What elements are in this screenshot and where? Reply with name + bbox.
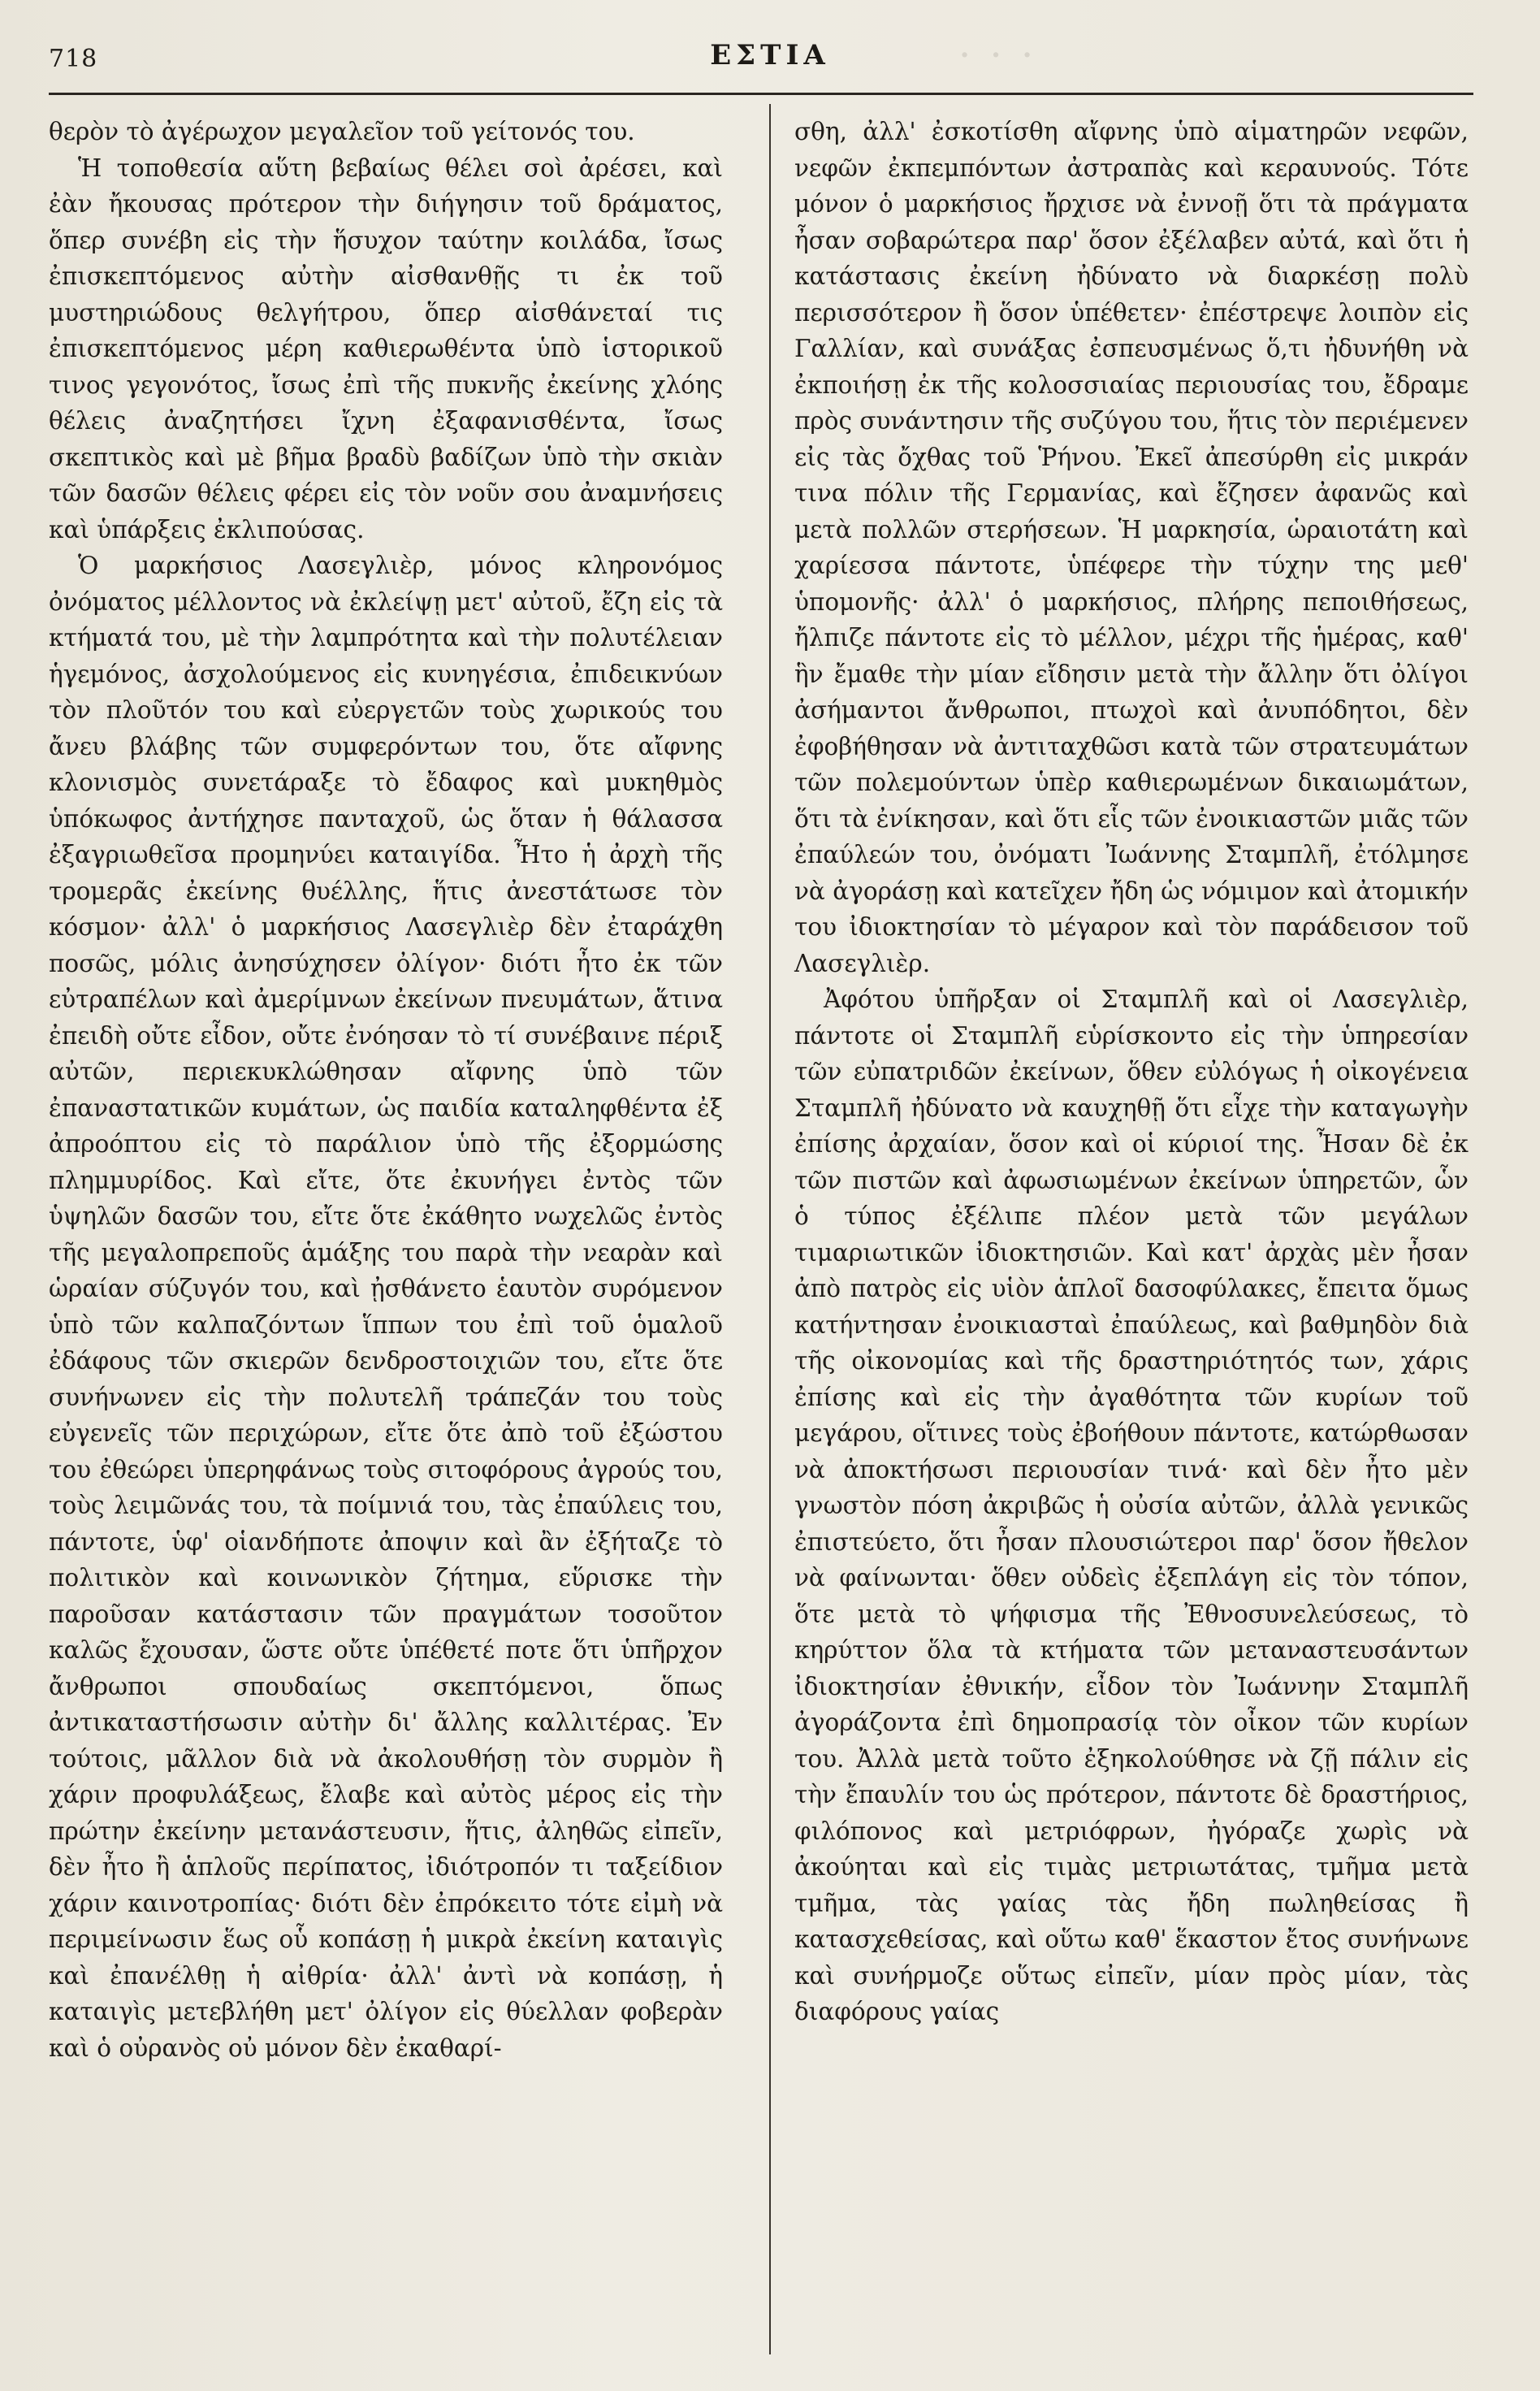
left-column	[49, 114, 723, 2066]
right-column	[794, 114, 1469, 2030]
column-divider	[769, 104, 771, 2354]
paragraph: Ἡ τοποθεσία αὕτη βεβαίως θέλει σοὶ ἀρέσει, καὶ ἐὰν ἤκουσας πρότερον τὴν διήγησιν τοῦ δράματος, ὅπερ συνέβη εἰς τὴν ἥσυχον ταύτην κοιλάδα, ἴσως ἐπισκεπτόμενος αὐτὴν αἰσθανθῇς τι ἐκ τοῦ μυστηριώδους θελγήτρου, ὅπερ αἰσθάνεταί τις ἐπισκεπτόμενος μέρη καθιερωθέντα ὑπὸ ἱστορικοῦ τινος γεγονότος, ἴσως ἐπὶ τῆς πυκνῆς ἐκείνης χλόης θέλεις ἀναζητήσει ἴχνη ἐξαφανισθέντα, ἴσως σκεπτικὸς καὶ μὲ βῆμα βραδὺ βαδίζων ὑπὸ τὴν σκιὰν τῶν δασῶν θέλεις φέρει εἰς τὸν νοῦν σου ἀναμνήσεις καὶ ὑπάρξεις ἐκλιπούσας.	[49, 154, 723, 544]
bleed-through-text: · · ·	[958, 32, 1037, 78]
paragraph: σθη, ἀλλ' ἐσκοτίσθη αἴφνης ὑπὸ αἱματηρῶν νεφῶν, νεφῶν ἐκπεμπόντων ἀστραπὰς καὶ κεραυνούς. Τότε μόνον ὁ μαρκήσιος ἤρχισε νὰ ἐννοῇ ὅτι τὰ πράγματα ἦσαν σοβαρώτερα παρ' ὅσον ἐξέλαβεν αὐτά, καὶ ὅτι ἡ κατάστασις ἐκείνη ἠδύνατο νὰ διαρκέσῃ πολὺ περισσότερον ἢ ὅσον ὑπέθετεν· ἐπέστρεψε λοιπὸν εἰς Γαλλίαν, καὶ συνάξας ἐσπευσμένως ὅ,τι ἠδυνήθη νὰ ἐκποιήσῃ ἐκ τῆς κολοσσιαίας περιουσίας του, ἔδραμε πρὸς συνάντησιν τῆς συζύγου του, ἥτις τὸν περιέμενεν εἰς τὰς ὄχθας τοῦ Ῥήνου. Ἐκεῖ ἀπεσύρθη εἰς μικράν τινα πόλιν τῆς Γερμανίας, καὶ ἔζησεν ἀφανῶς καὶ μετὰ πολλῶν στερήσεων. Ἡ μαρκησία, ὡραιοτάτη καὶ χαρίεσσα πάντοτε, ὑπέφερε τὴν τύχην της μεθ' ὑπομονῆς· ἀλλ' ὁ μαρκήσιος, πλήρης πεποιθήσεως, ἤλπιζε πάντοτε εἰς τὸ μέλλον, μέχρι τῆς ἡμέρας, καθ' ἣν ἔμαθε τὴν μίαν εἴδησιν μετὰ τὴν ἄλλην ὅτι ὀλίγοι ἀσήμαντοι ἄνθρωποι, πτωχοὶ καὶ ἀνυπόδητοι, δὲν ἐφοβήθησαν νὰ ἀντιταχθῶσι κατὰ τῶν στρατευμάτων τῶν πολεμούντων ὑπὲρ καθιερωμένων δικαιωμάτων, ὅτι τὰ ἐνίκησαν, καὶ ὅτι εἷς τῶν ἐνοικιαστῶν μιᾶς τῶν ἐπαύλεών του, ὀνόματι Ἰωάννης Σταμπλῆ, ἐτόλμησε νὰ ἀγοράσῃ καὶ κατεῖχεν ἤδη ὡς νόμιμον καὶ ἀτομικήν του ἰδιοκτησίαν τὸ μέγαρον καὶ τὸν παράδεισον τοῦ Λασεγλιὲρ.	[794, 118, 1469, 977]
page-number: 718	[49, 45, 98, 73]
paragraph: Ὁ μαρκήσιος Λασεγλιὲρ, μόνος κληρονόμος ὀνόματος μέλλοντος νὰ ἐκλείψῃ μετ' αὐτοῦ, ἔζη εἰς τὰ κτήματά του, μὲ τὴν λαμπρότητα καὶ τὴν πολυτέλειαν ἡγεμόνος, ἀσχολούμενος εἰς κυνηγέσια, ἐπιδεικνύων τὸν πλοῦτόν του καὶ εὐεργετῶν τοὺς χωρικούς του ἄνευ βλάβης τῶν συμφερόντων του, ὅτε αἴφνης κλονισμὸς συνετάραξε τὸ ἔδαφος καὶ μυκηθμὸς ὑπόκωφος ἀντήχησε πανταχοῦ, ὡς ὅταν ἡ θάλασσα ἐξαγριωθεῖσα προμηνύει καταιγίδα. Ἦτο ἡ ἀρχὴ τῆς τρομερᾶς ἐκείνης θυέλλης, ἥτις ἀνεστάτωσε τὸν κόσμον· ἀλλ' ὁ μαρκήσιος Λασεγλιὲρ δὲν ἐταράχθη ποσῶς, μόλις ἀνησύχησεν ὀλίγον· διότι ἦτο ἐκ τῶν εὐτραπέλων καὶ ἀμερίμνων ἐκείνων πνευμάτων, ἅτινα ἐπειδὴ οὔτε εἶδον, οὔτε ἐνόησαν τὸ τί συνέβαινε πέριξ αὐτῶν, περιεκυκλώθησαν αἴφνης ὑπὸ τῶν ἐπαναστατικῶν κυμάτων, ὡς παιδία καταληφθέντα ἐξ ἀπροόπτου εἰς τὸ παράλιον ὑπὸ τῆς ἐξορμώσης πλημμυρίδος. Καὶ εἴτε, ὅτε ἐκυνήγει ἐντὸς τῶν ὑψηλῶν δασῶν του, εἴτε ὅτε ἐκάθητο νωχελῶς ἐντὸς τῆς μεγαλοπρεποῦς ἁμάξης του παρὰ τὴν νεαρὰν καὶ ὡραίαν σύζυγόν του, καὶ ᾐσθάνετο ἑαυτὸν συρόμενον ὑπὸ τῶν καλπαζόντων ἵππων του ἐπὶ τοῦ ὁμαλοῦ ἐδάφους τῶν σκιερῶν δενδροστοιχιῶν του, εἴτε ὅτε συνήνωνεν εἰς τὴν πολυτελῆ τράπεζάν του τοὺς εὐγενεῖς τῶν περιχώρων, εἴτε ὅτε ἀπὸ τοῦ ἐξώστου του ἐθεώρει ὑπερηφάνως τοὺς σιτοφόρους ἀγρούς του, τοὺς λειμῶνάς του, τὰ ποίμνιά του, τὰς ἐπαύλεις του, πάντοτε, ὑφ' οἱανδήποτε ἀποψιν καὶ ἂν ἐξήταζε τὸ πολιτικὸν καὶ κοινωνικὸν ζήτημα, εὕρισκε τὴν παροῦσαν κατάστασιν τῶν πραγμάτων τοσοῦτον καλῶς ἔχουσαν, ὥστε οὔτε ὑπέθετέ ποτε ὅτι ὑπῆρχον ἄνθρωποι σπουδαίως σκεπτόμενοι, ὅπως ἀντικαταστήσωσιν αὐτὴν δι' ἄλλης καλλιτέρας. Ἐν τούτοις, μᾶλλον διὰ νὰ ἀκολουθήσῃ τὸν συρμὸν ἢ χάριν προφυλάξεως, ἔλαβε καὶ αὐτὸς μέρος εἰς τὴν πρώτην ἐκείνην μετανάστευσιν, ἥτις, ἀληθῶς εἰπεῖν, δὲν ἦτο ἢ ἁπλοῦς περίπατος, ἰδιότροπόν τι ταξείδιον χάριν καινοτροπίας· διότι δὲν ἐπρόκειτο τότε εἰμὴ νὰ περιμείνωσιν ἕως οὗ κοπάσῃ ἡ μικρὰ ἐκείνη καταιγὶς καὶ ἐπανέλθῃ ἡ αἰθρία· ἀλλ' ἀντὶ νὰ κοπάσῃ, ἡ καταιγὶς μετεβλήθη μετ' ὀλίγον εἰς θύελλαν φοβερὰν καὶ ὁ οὐρανὸς οὐ μόνον δὲν ἐκαθαρί-	[49, 552, 723, 2062]
paragraph: θερὸν τὸ ἀγέρωχον μεγαλεῖον τοῦ γείτονός του.	[49, 118, 635, 145]
header-rule	[49, 93, 1473, 95]
paragraph: Ἀφότου ὑπῆρξαν οἱ Σταμπλῆ καὶ οἱ Λασεγλιὲρ, πάντοτε οἱ Σταμπλῆ εὑρίσκοντο εἰς τὴν ὑπηρεσίαν τῶν εὐπατριδῶν ἐκείνων, ὅθεν εὐλόγως ἡ οἰκογένεια Σταμπλῆ ἠδύνατο νὰ καυχηθῇ ὅτι εἶχε τὴν καταγωγὴν ἐπίσης ἀρχαίαν, ὅσον καὶ οἱ κύριοί της. Ἦσαν δὲ ἐκ τῶν πιστῶν καὶ ἀφωσιωμένων ἐκείνων ὑπηρετῶν, ὧν ὁ τύπος ἐξέλιπε πλέον μετὰ τῶν μεγάλων τιμαριωτικῶν ἰδιοκτησιῶν. Καὶ κατ' ἀρχὰς μὲν ἦσαν ἀπὸ πατρὸς εἰς υἱὸν ἁπλοῖ δασοφύλακες, ἔπειτα ὅμως κατήντησαν ἐνοικιασταὶ ἐπαύλεως, καὶ βαθμηδὸν διὰ τῆς οἰκονομίας καὶ τῆς δραστηριότητός των, χάρις ἐπίσης καὶ εἰς τὴν ἀγαθότητα τῶν κυρίων τοῦ μεγάρου, οἵτινες τοὺς ἐβοήθουν πάντοτε, κατώρθωσαν νὰ ἀποκτήσωσι περιουσίαν τινά· καὶ δὲν ἦτο μὲν γνωστὸν πόση ἀκριβῶς ἡ οὐσία αὐτῶν, ἀλλὰ γενικῶς ἐπιστεύετο, ὅτι ἦσαν πλουσιώτεροι παρ' ὅσον ἤθελον νὰ φαίνωνται· ὅθεν οὐδεὶς ἐξεπλάγη εἰς τὸν τόπον, ὅτε μετὰ τὸ ψήφισμα τῆς Ἐθνοσυνελεύσεως, τὸ κηρύττον ὅλα τὰ κτήματα τῶν μεταναστευσάντων ἰδιοκτησίαν ἐθνικήν, εἶδον τὸν Ἰωάννην Σταμπλῆ ἀγοράζοντα ἐπὶ δημοπρασίᾳ τὸν οἶκον τῶν κυρίων του. Ἀλλὰ μετὰ τοῦτο ἐξηκολούθησε νὰ ζῇ πάλιν εἰς τὴν ἔπαυλίν του ὡς πρότερον, πάντοτε δὲ δραστήριος, φιλόπονος καὶ μετριόφρων, ἠγόραζε χωρὶς νὰ ἀκούηται καὶ εἰς τιμὰς μετριωτάτας, τμῆμα μετὰ τμῆμα, τὰς γαίας τὰς ἤδη πωληθείσας ἢ κατασχεθείσας, καὶ οὕτω καθ' ἕκαστον ἔτος συνήνωνε καὶ συνήρμοζε οὕτως εἰπεῖν, μίαν πρὸς μίαν, τὰς διαφόρους γαίας	[794, 985, 1469, 2025]
running-title: ΕΣΤΙΑ	[710, 39, 830, 71]
